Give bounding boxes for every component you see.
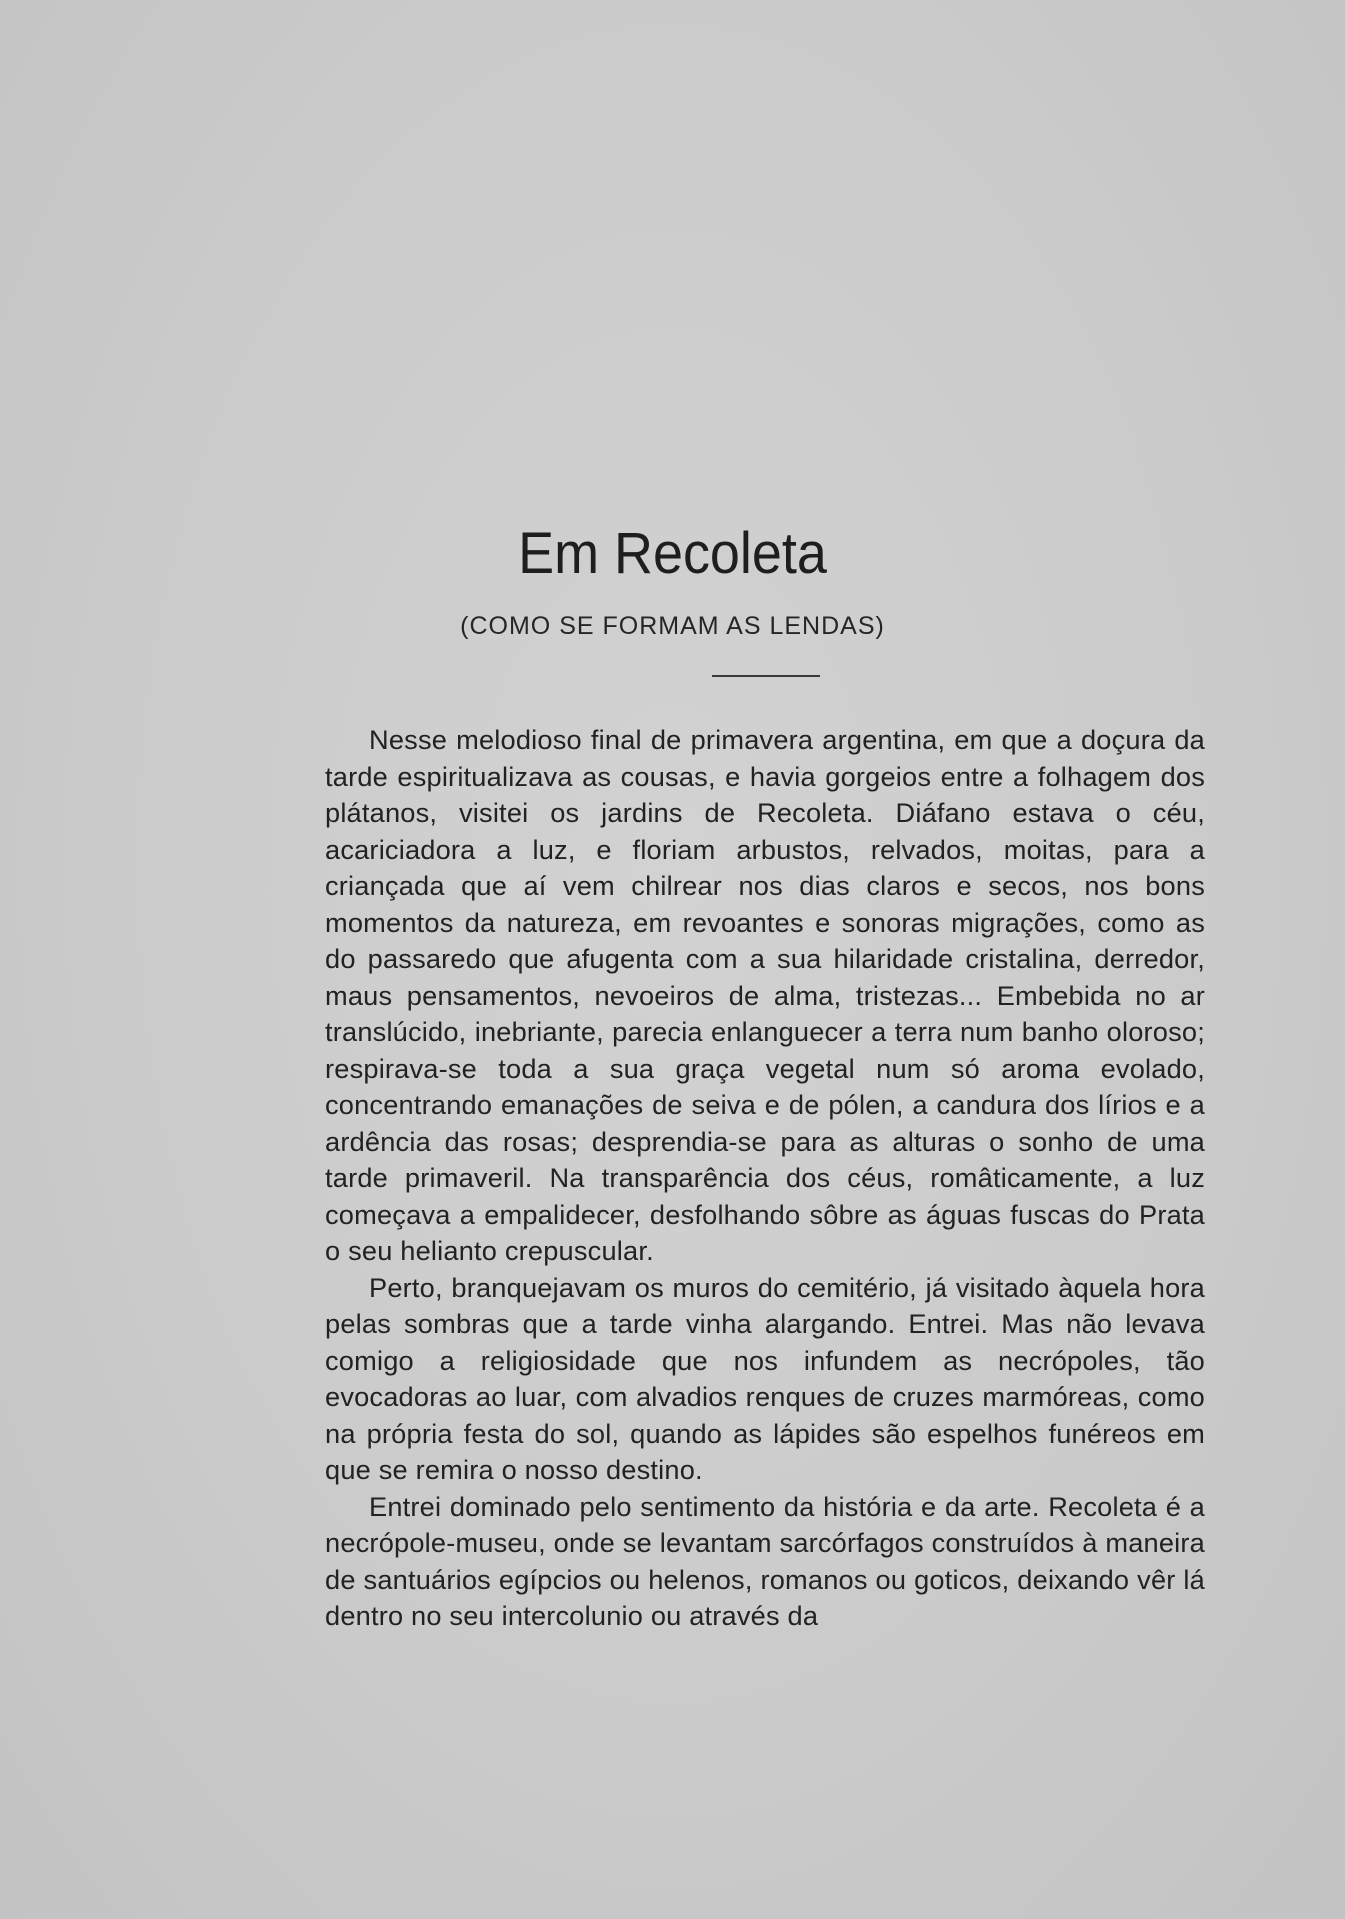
paragraph-1: Nesse melodioso final de primavera argentina, em que a doçura da tarde espiritualizava as cousas, e havia gorgeios entre a folhagem dos plátanos, visitei os jardins de Recoleta. Diáfano estava o céu, acariciadora a luz, e floriam arbustos, relvados, moitas, para a criançada que aí vem chilrear nos dias claros e secos, nos bons momentos da natureza, em revoantes e sonoras migrações, como as do passaredo que afugenta com a sua hilaridade cristalina, derredor, maus pensamentos, nevoeiros de alma, tristezas... Embebida no ar translúcido, inebriante, parecia enlanguecer a terra num banho oloroso; respirava-se toda a sua graça vegetal num só aroma evolado, concentrando emanações de seiva e de pólen, a candura dos lírios e a ardência das rosas; desprendia-se para as alturas o sonho de uma tarde primaveril. Na transparência dos céus, româticamente, a luz começava a empalidecer, desfolhando sôbre as águas fuscas do Prata o seu helianto crepuscular.: [325, 724, 1205, 1266]
page-title: Em Recoleta: [518, 521, 827, 586]
paragraph-3: Entrei dominado pelo sentimento da história e da arte. Recoleta é a necrópole-museu, onde se levantam sarcórfagos construídos à maneira de santuários egípcios ou helenos, romanos ou goticos, deixando vêr lá dentro no seu intercolunio ou através da: [325, 1490, 1205, 1631]
paragraph-2: Perto, branquejavam os muros do cemitério, já visitado àquela hora pelas sombras que a tarde vinha alargando. Entrei. Mas não levava comigo a religiosidade que nos infundem as necrópoles, tão evocadoras ao luar, com alvadios renques de cruzes marmóreas, como na própria festa do sol, quando as lápides são espelhos funéreos em que se remira o nosso destino.: [325, 1271, 1205, 1485]
body-text: [325, 722, 1205, 1635]
page-subtitle: (COMO SE FORMAM AS LENDAS): [460, 612, 885, 640]
title-divider: [712, 675, 820, 677]
